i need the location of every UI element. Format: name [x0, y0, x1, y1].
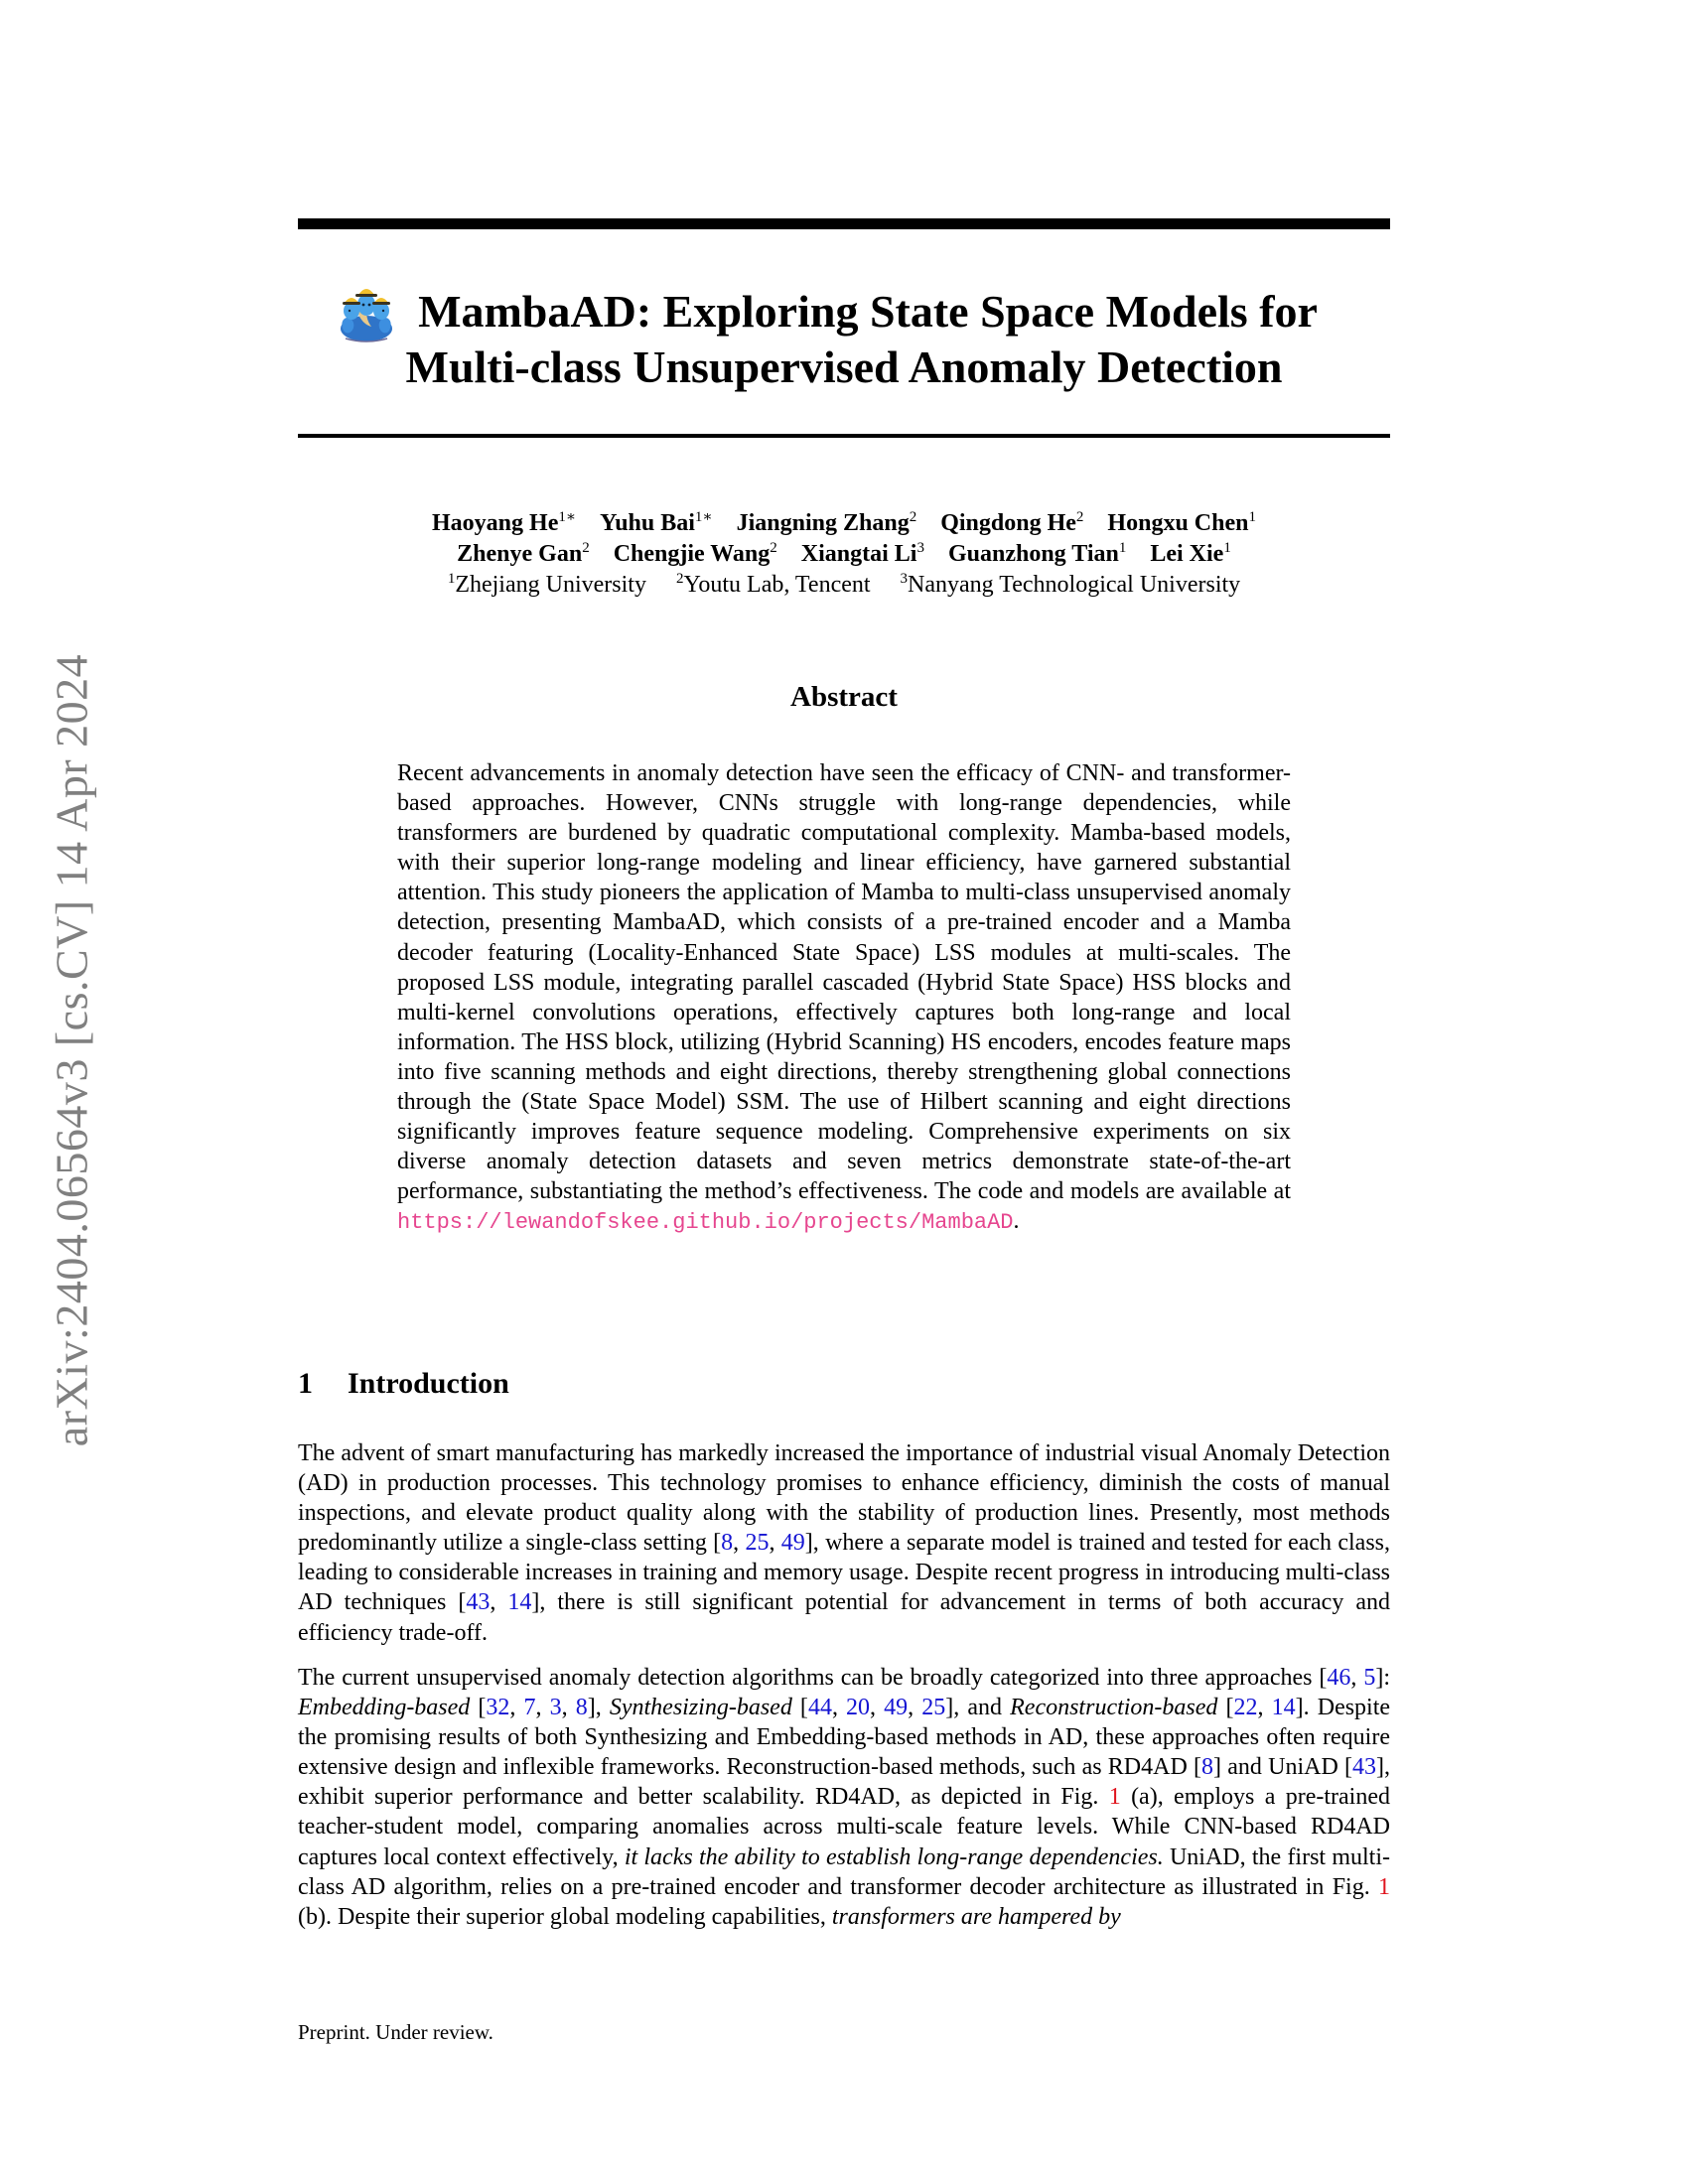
emphasized-text: transformers are hampered by — [831, 1903, 1121, 1930]
author: Qingdong He$^2$ — [940, 509, 1084, 536]
abstract-body — [397, 758, 1291, 1239]
author-row-2 — [298, 539, 1390, 570]
title-line-2: Multi-class Unsupervised Anomaly Detection — [405, 341, 1283, 392]
citation-link[interactable]: 46 — [1327, 1665, 1351, 1691]
intro-paragraph-1: The advent of smart manufacturing has markedly increased the importance of industrial visual Anomaly Detection (AD) in production processes. This technology promises to enhance efficiency, diminish the costs of manual inspections, and elevate product quality along with the stability of production lines. Presently, most methods predominantly utilize a single-class setting [8, 25, 49], where a separate model is trained and tested for each class, leading to considerable increases in training and memory usage. Despite recent progress in introducing multi-class AD techniques [43, 14], there is still significant potential for advancement in terms of both accuracy and efficiency trade-off. — [298, 1440, 1391, 1646]
figure-reference-link[interactable]: 1 — [1378, 1873, 1390, 1900]
emphasized-text: Reconstruction-based — [1010, 1695, 1218, 1721]
affiliation: $^1$Zhejiang University — [447, 571, 646, 598]
author-row-1 — [298, 508, 1390, 539]
citation-link[interactable]: 14 — [507, 1589, 532, 1616]
abstract-text: Recent advancements in anomaly detection have seen the efficacy of CNN- and transformer-based approaches. However, CNNs struggle with long-range dependencies, while transformers are burdened by quadratic computational complexity. Mamba-based models, with their superior long-range modeling and linear efficiency, have garnered substantial attention. This study pioneers the application of Mamba to multi-class unsupervised anomaly detection, presenting MambaAD, which consists of a pre-trained encoder and a Mamba decoder featuring (Locality-Enhanced State Space) LSS modules at multi-scales. The proposed LSS module, integrating parallel cascaded (Hybrid State Space) HSS blocks and multi-kernel convolutions operations, effectively captures both long-range and local information. The HSS block, utilizing (Hybrid Scanning) HS encoders, encodes feature maps into five scanning methods and eight directions, thereby strengthening global connections through the (State Space Model) SSM. The use of Hilbert scanning and eight directions significantly improves feature sequence modeling. Comprehensive experiments on six diverse anomaly detection datasets and seven metrics demonstrate state-of-the-art performance, substantiating the method’s effectiveness. The code and models are available at — [397, 760, 1291, 1205]
author: Jiangning Zhang$^2$ — [736, 509, 917, 536]
author: Xiangtai Li$^3$ — [800, 540, 924, 567]
section-heading-introduction — [298, 1366, 509, 1402]
citation-link[interactable]: 8 — [721, 1530, 734, 1557]
footer-note: Preprint. Under review. — [298, 2020, 493, 2044]
citation-link[interactable]: 8 — [1201, 1754, 1214, 1781]
citation-link[interactable]: 3 — [549, 1695, 562, 1721]
title-line-1: MambaAD: Exploring State Space Models for — [418, 286, 1318, 337]
emphasized-text: Synthesizing-based — [609, 1695, 792, 1721]
affiliation: $^3$Nanyang Technological University — [900, 571, 1241, 598]
affiliations — [298, 570, 1390, 601]
citation-link[interactable]: 49 — [780, 1530, 805, 1557]
citation-link[interactable]: 43 — [466, 1589, 491, 1616]
paper-title — [298, 284, 1390, 395]
emphasized-text: Embedding-based — [298, 1695, 471, 1721]
arxiv-identifier-stamp: arXiv:2404.06564v3 [cs.CV] 14 Apr 2024 — [46, 653, 97, 1447]
author: Haoyang $He^{1∗}$ — [432, 509, 577, 536]
citation-link[interactable]: 22 — [1233, 1695, 1258, 1721]
author: Guanzhong Tian$^1$ — [947, 540, 1127, 567]
figure-reference-link[interactable]: 1 — [1108, 1784, 1121, 1811]
citation-link[interactable]: 44 — [807, 1695, 832, 1721]
citation-link[interactable]: 32 — [486, 1695, 510, 1721]
citation-link[interactable]: 5 — [1363, 1665, 1376, 1691]
section-number: 1 — [298, 1367, 313, 1400]
citation-link[interactable]: 7 — [523, 1695, 536, 1721]
intro-paragraph-2: The current unsupervised anomaly detection algorithms can be broadly categorized into three approaches [46, 5]: Embedding-based [32, 7, 3, 8], Synthesizing-based [44, 20, 49, 25], and Reconstruction-based [22, 14]. Despite the promising results of both Synthesizing and Embedding-based methods in AD, these approaches often require extensive design and inflexible frameworks. Reconstruction-based methods, such as RD4AD [8] and UniAD [43], exhibit superior performance and better scalability. RD4AD, as depicted in Fig. 1 (a), employs a pre-trained teacher-student model, comparing anomalies across multi-scale feature levels. While CNN-based RD4AD captures local context effectively, it lacks the ability to establish long-range dependencies. UniAD, the first multi-class AD algorithm, relies on a pre-trained encoder and transformer decoder architecture as illustrated in Fig. 1 (b). Despite their superior global modeling capabilities, transformers are hampered by — [298, 1665, 1391, 1930]
author: Yuhu Bai$^{1∗}$ — [600, 509, 713, 536]
citation-link[interactable]: 25 — [921, 1695, 946, 1721]
title-top-rule — [298, 218, 1390, 229]
citation-link[interactable]: 14 — [1271, 1695, 1296, 1721]
project-url-link[interactable]: https://lewandofskee.github.io/projects/MambaAD — [397, 1210, 1014, 1236]
emphasized-text: it lacks the ability to establish long-range dependencies. — [624, 1843, 1164, 1870]
abstract-heading: Abstract — [790, 681, 898, 713]
citation-link[interactable]: 20 — [846, 1695, 871, 1721]
author-block — [298, 508, 1390, 601]
citation-link[interactable]: 8 — [575, 1695, 588, 1721]
citation-link[interactable]: 43 — [1352, 1754, 1377, 1781]
affiliation: $^2$Youtu Lab, Tencent — [675, 571, 871, 598]
title-bottom-rule — [298, 434, 1390, 438]
author: Hongxu Chen$^1$ — [1107, 509, 1256, 536]
section-title: Introduction — [348, 1367, 509, 1400]
author: Chengjie Wang$^2$ — [613, 540, 777, 567]
author: Zhenye Gan$^2$ — [457, 540, 590, 567]
author: Lei Xie$^1$ — [1150, 540, 1231, 567]
citation-link[interactable]: 49 — [884, 1695, 909, 1721]
abstract-trailing-period: . — [1013, 1208, 1020, 1235]
citation-link[interactable]: 25 — [745, 1530, 770, 1557]
